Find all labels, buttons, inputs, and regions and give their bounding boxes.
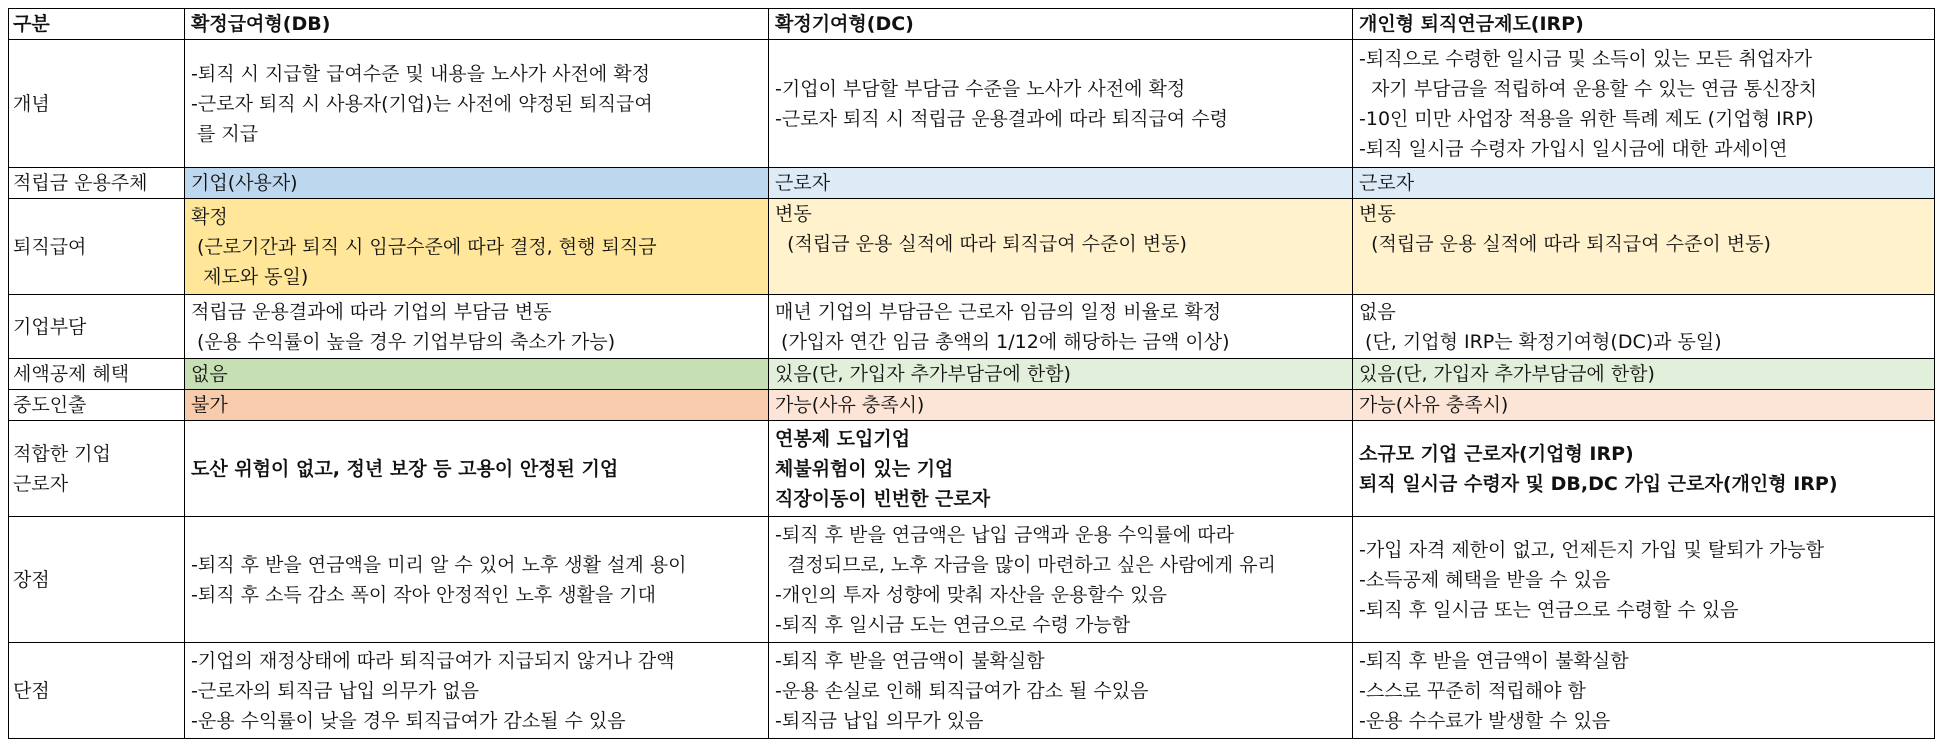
- cell-db: [185, 517, 769, 643]
- cell-db: 없음: [185, 359, 769, 390]
- cell-line: -퇴직 후 소득 감소 폭이 작아 안정적인 노후 생활을 기대: [191, 583, 657, 606]
- cell-line: -기업이 부담할 부담금 수준을 노사가 사전에 확정: [775, 77, 1186, 100]
- cell-irp: 있음(단, 가입자 추가부담금에 한함): [1353, 359, 1935, 390]
- row-label: 세액공제 혜택: [9, 359, 185, 390]
- row-manager: [9, 168, 1935, 199]
- cell-line: -퇴직 후 받을 연금액이 불확실함: [1359, 649, 1629, 672]
- row-suitable: [9, 421, 1935, 517]
- cell-dc: [769, 517, 1353, 643]
- cell-irp: [1353, 199, 1935, 295]
- cell-dc: [769, 295, 1353, 359]
- cell-line: 소규모 기업 근로자(기업형 IRP): [1359, 442, 1634, 465]
- cell-line: -가입 자격 제한이 없고, 언제든지 가입 및 탈퇴가 가능함: [1359, 538, 1825, 561]
- row-label: [9, 643, 185, 739]
- cell-line: 체불위험이 있는 기업: [775, 457, 954, 480]
- cell-line: -운용 손실로 인해 퇴직급여가 감소 될 수있음: [775, 679, 1149, 702]
- cell-line: -퇴직 후 일시금 도는 연금으로 수령 가능함: [775, 613, 1131, 636]
- header-category: 구분: [9, 9, 185, 40]
- row-label: [9, 421, 185, 517]
- cell-line: -운용 수익률이 낮을 경우 퇴직급여가 감소될 수 있음: [191, 709, 626, 732]
- cell-line: (단, 기업형 IRP는 확정기여형(DC)과 동일): [1359, 330, 1722, 353]
- cell-line: 매년 기업의 부담금은 근로자 임금의 일정 비율로 확정: [775, 300, 1222, 323]
- cell-line: 를 지급: [191, 122, 259, 145]
- cell-dc: [769, 643, 1353, 739]
- header-dc: 확정기여형(DC): [769, 9, 1353, 40]
- cell-line: -10인 미만 사업장 적용을 위한 특례 제도 (기업형 IRP): [1359, 107, 1814, 130]
- cell-db: [185, 40, 769, 168]
- cell-db: [185, 643, 769, 739]
- cell-line: -근로자의 퇴직금 납입 의무가 없음: [191, 679, 479, 702]
- row-tax-credit: [9, 359, 1935, 390]
- cell-irp: 가능(사유 충족시): [1353, 390, 1935, 421]
- cell-line: 단점: [13, 679, 50, 702]
- cell-irp: [1353, 421, 1935, 517]
- cell-line: 장점: [13, 568, 50, 591]
- cell-dc: [769, 421, 1353, 517]
- row-pros: [9, 517, 1935, 643]
- cell-db: [185, 199, 769, 295]
- cell-line: 자기 부담금을 적립하여 운용할 수 있는 연금 통신장치: [1359, 77, 1818, 100]
- cell-db: [185, 295, 769, 359]
- cell-line: -퇴직으로 수령한 일시금 및 소득이 있는 모든 취업자가: [1359, 47, 1812, 70]
- cell-line: 변동: [1359, 203, 1396, 225]
- cell-irp: [1353, 295, 1935, 359]
- row-label: [9, 40, 185, 168]
- cell-line: -퇴직 후 받을 연금액이 불확실함: [775, 649, 1045, 672]
- row-label: [9, 199, 185, 295]
- cell-line: (근로기간과 퇴직 시 임금수준에 따라 결정, 현행 퇴직금: [191, 235, 657, 258]
- cell-line: 퇴직급여: [13, 235, 87, 258]
- row-label: 중도인출: [9, 390, 185, 421]
- cell-line: 연봉제 도입기업: [775, 427, 911, 450]
- cell-line: 제도와 동일): [191, 265, 309, 288]
- cell-dc: 근로자: [769, 168, 1353, 199]
- cell-line: 없음: [1359, 300, 1396, 323]
- row-benefit: [9, 199, 1935, 295]
- row-label: [9, 295, 185, 359]
- cell-line: 근로자: [13, 472, 69, 495]
- cell-line: -기업의 재정상태에 따라 퇴직급여가 지급되지 않거나 감액: [191, 649, 675, 672]
- row-cons: [9, 643, 1935, 739]
- cell-line: 결정되므로, 노후 자금을 많이 마련하고 싶은 사람에게 유리: [775, 553, 1276, 576]
- cell-line: -퇴직 시 지급할 급여수준 및 내용을 노사가 사전에 확정: [191, 62, 650, 85]
- cell-line: -퇴직금 납입 의무가 있음: [775, 709, 984, 732]
- cell-line: 변동: [775, 203, 812, 225]
- cell-line: 적합한 기업: [13, 442, 111, 465]
- cell-db: 불가: [185, 390, 769, 421]
- cell-line: (가입자 연간 임금 총액의 1/12에 해당하는 금액 이상): [775, 330, 1230, 353]
- cell-line: -퇴직 후 받을 연금액은 납입 금액과 운용 수익률에 따라: [775, 523, 1234, 546]
- row-label: [9, 517, 185, 643]
- cell-line: -운용 수수료가 발생할 수 있음: [1359, 709, 1611, 732]
- cell-irp: 근로자: [1353, 168, 1935, 199]
- header-db: 확정급여형(DB): [185, 9, 769, 40]
- cell-line: -근로자 퇴직 시 사용자(기업)는 사전에 약정된 퇴직급여: [191, 92, 653, 115]
- retirement-pension-comparison-table: [8, 8, 1935, 739]
- header-irp: 개인형 퇴직연금제도(IRP): [1353, 9, 1935, 40]
- cell-line: -퇴직 후 받을 연금액을 미리 알 수 있어 노후 생활 설계 용이: [191, 553, 687, 576]
- cell-db: 기업(사용자): [185, 168, 769, 199]
- cell-line: 기업부담: [13, 315, 87, 338]
- cell-line: -소득공제 혜택을 받을 수 있음: [1359, 568, 1611, 591]
- cell-line: 직장이동이 빈번한 근로자: [775, 487, 991, 510]
- cell-line: 개념: [13, 92, 50, 115]
- cell-line: -스스로 꾸준히 적립해야 함: [1359, 679, 1586, 702]
- cell-irp: [1353, 517, 1935, 643]
- cell-line: 적립금 운용결과에 따라 기업의 부담금 변동: [191, 300, 552, 323]
- row-employer-burden: [9, 295, 1935, 359]
- row-concept: [9, 40, 1935, 168]
- row-label: 적립금 운용주체: [9, 168, 185, 199]
- cell-dc: 있음(단, 가입자 추가부담금에 한함): [769, 359, 1353, 390]
- cell-irp: [1353, 40, 1935, 168]
- cell-line: (적립금 운용 실적에 따라 퇴직급여 수준이 변동): [1359, 233, 1771, 255]
- cell-line: 퇴직 일시금 수령자 및 DB,DC 가입 근로자(개인형 IRP): [1359, 472, 1838, 495]
- cell-line: 도산 위험이 없고, 정년 보장 등 고용이 안정된 기업: [191, 457, 619, 480]
- cell-line: (운용 수익률이 높을 경우 기업부담의 축소가 가능): [191, 330, 616, 353]
- cell-line: -개인의 투자 성향에 맞춰 자산을 운용할수 있음: [775, 583, 1167, 606]
- cell-line: (적립금 운용 실적에 따라 퇴직급여 수준이 변동): [775, 233, 1187, 255]
- row-withdrawal: [9, 390, 1935, 421]
- cell-dc: [769, 40, 1353, 168]
- cell-line: 확정: [191, 205, 228, 228]
- cell-line: -퇴직 일시금 수령자 가입시 일시금에 대한 과세이연: [1359, 137, 1788, 160]
- cell-db: [185, 421, 769, 517]
- cell-line: -퇴직 후 일시금 또는 연금으로 수령할 수 있음: [1359, 598, 1739, 621]
- header-row: [9, 9, 1935, 40]
- cell-line: -근로자 퇴직 시 적립금 운용결과에 따라 퇴직급여 수령: [775, 107, 1228, 130]
- cell-irp: [1353, 643, 1935, 739]
- cell-dc: 가능(사유 충족시): [769, 390, 1353, 421]
- cell-dc: [769, 199, 1353, 295]
